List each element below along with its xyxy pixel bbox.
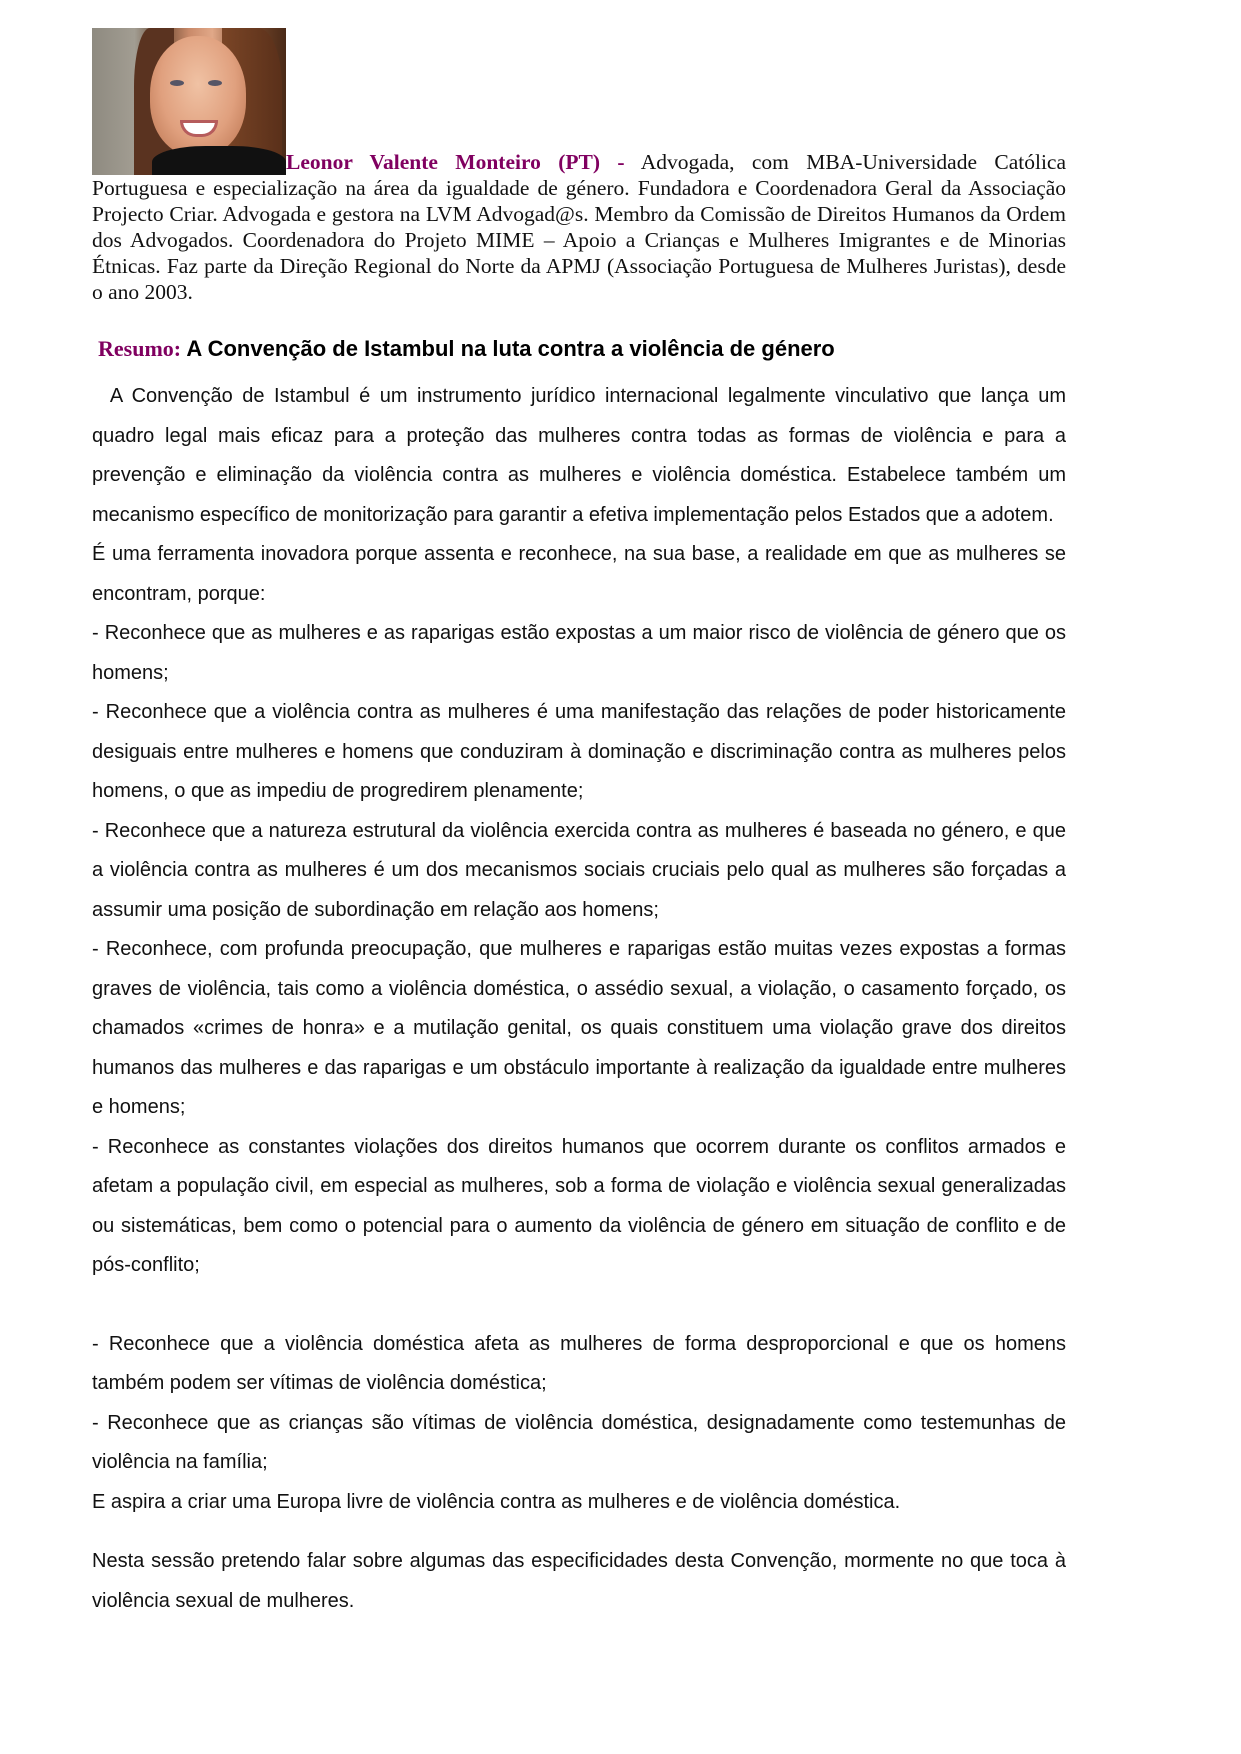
- photo-sweater: [152, 146, 286, 175]
- abstract-label: Resumo:: [98, 336, 182, 361]
- bullet-risk: - Reconhece que as mulheres e as raparigas estão expostas a um maior risco de violência de género que os homens;: [92, 622, 1066, 684]
- spacer: [92, 1522, 1066, 1542]
- bullet-domestic: - Reconhece que a violência doméstica afeta as mulheres de forma desproporcional e que os homens também podem ser vítimas de violência doméstica;: [92, 1332, 1066, 1394]
- bullet-children: - Reconhece que as crianças são vítimas de violência doméstica, designadamente como testemunhas de violência na família;: [92, 1411, 1066, 1473]
- photo-eye-left: [170, 80, 184, 86]
- bullet-power-relations: - Reconhece que a violência contra as mulheres é uma manifestação das relações de poder historicamente desiguais entre mulheres e homens que conduziram à dominação e discriminação contra as mulheres pelos homens, o que as impediu de progredirem plenamente;: [92, 701, 1066, 802]
- author-name: Leonor Valente Monteiro (PT) -: [286, 150, 625, 174]
- photo-eye-right: [208, 80, 222, 86]
- photo-face: [150, 36, 246, 156]
- author-bio: [92, 28, 1066, 305]
- spacer: [92, 1286, 1066, 1325]
- author-photo: [92, 28, 286, 175]
- paragraph-session: Nesta sessão pretendo falar sobre algumas das especificidades desta Convenção, mormente no que toca à violência sexual de mulheres.: [92, 1550, 1066, 1612]
- author-description: Advogada, com MBA-Universidade Católica Portuguesa e especialização na área da igualdade de género. Fundadora e Coordenadora Geral da Associação Projecto Criar. Advogada e gestora na LVM Advogad@s. Membro da Comissão de Direitos Humanos da Ordem dos Advogados. Coordenadora do Projeto MIME – Apoio a Crianças e Mulheres Imigrantes e de Minorias Étnicas. Faz parte da Direção Regional do Norte da APMJ (Associação Portuguesa de Mulheres Juristas), desde o ano 2003.: [92, 150, 1067, 304]
- document-page: [92, 28, 1066, 1621]
- bullet-armed-conflict: - Reconhece as constantes violações dos direitos humanos que ocorrem durante os conflitos armados e afetam a população civil, em especial as mulheres, sob a forma de violação e violência sexual generalizadas ou sistemáticas, bem como o potencial para o aumento da violência de género em situação de conflito e de pós-conflito;: [92, 1135, 1066, 1276]
- paragraph-europe: E aspira a criar uma Europa livre de violência contra as mulheres e de violência doméstica.: [92, 1490, 901, 1513]
- paragraph-tool: É uma ferramenta inovadora porque assenta e reconhece, na sua base, a realidade em que as mulheres se encontram, porque:: [92, 543, 1066, 605]
- abstract-heading: [98, 335, 1066, 363]
- bullet-grave-violence: - Reconhece, com profunda preocupação, que mulheres e raparigas estão muitas vezes expostas a formas graves de violência, tais como a violência doméstica, o assédio sexual, a violação, o casamento forçado, os chamados «crimes de honra» e a mutilação genital, os quais constituem uma violação grave dos direitos humanos das mulheres e das raparigas e um obstáculo importante à realização da igualdade entre mulheres e homens;: [92, 938, 1066, 1118]
- paragraph-intro: A Convenção de Istambul é um instrumento jurídico internacional legalmente vinculativo que lança um quadro legal mais eficaz para a proteção das mulheres contra todas as formas de violência e para a prevenção e eliminação da violência contra as mulheres e violência doméstica. Estabelece também um mecanismo específico de monitorização para garantir a efetiva implementação pelos Estados que a adotem.: [92, 385, 1066, 526]
- bullet-structural: - Reconhece que a natureza estrutural da violência exercida contra as mulheres é baseada no género, e que a violência contra as mulheres é um dos mecanismos sociais cruciais pelo qual as mulheres são forçadas a assumir uma posição de subordinação em relação aos homens;: [92, 819, 1066, 921]
- abstract-body: [92, 377, 1066, 1621]
- abstract-title: A Convenção de Istambul na luta contra a violência de género: [181, 336, 835, 361]
